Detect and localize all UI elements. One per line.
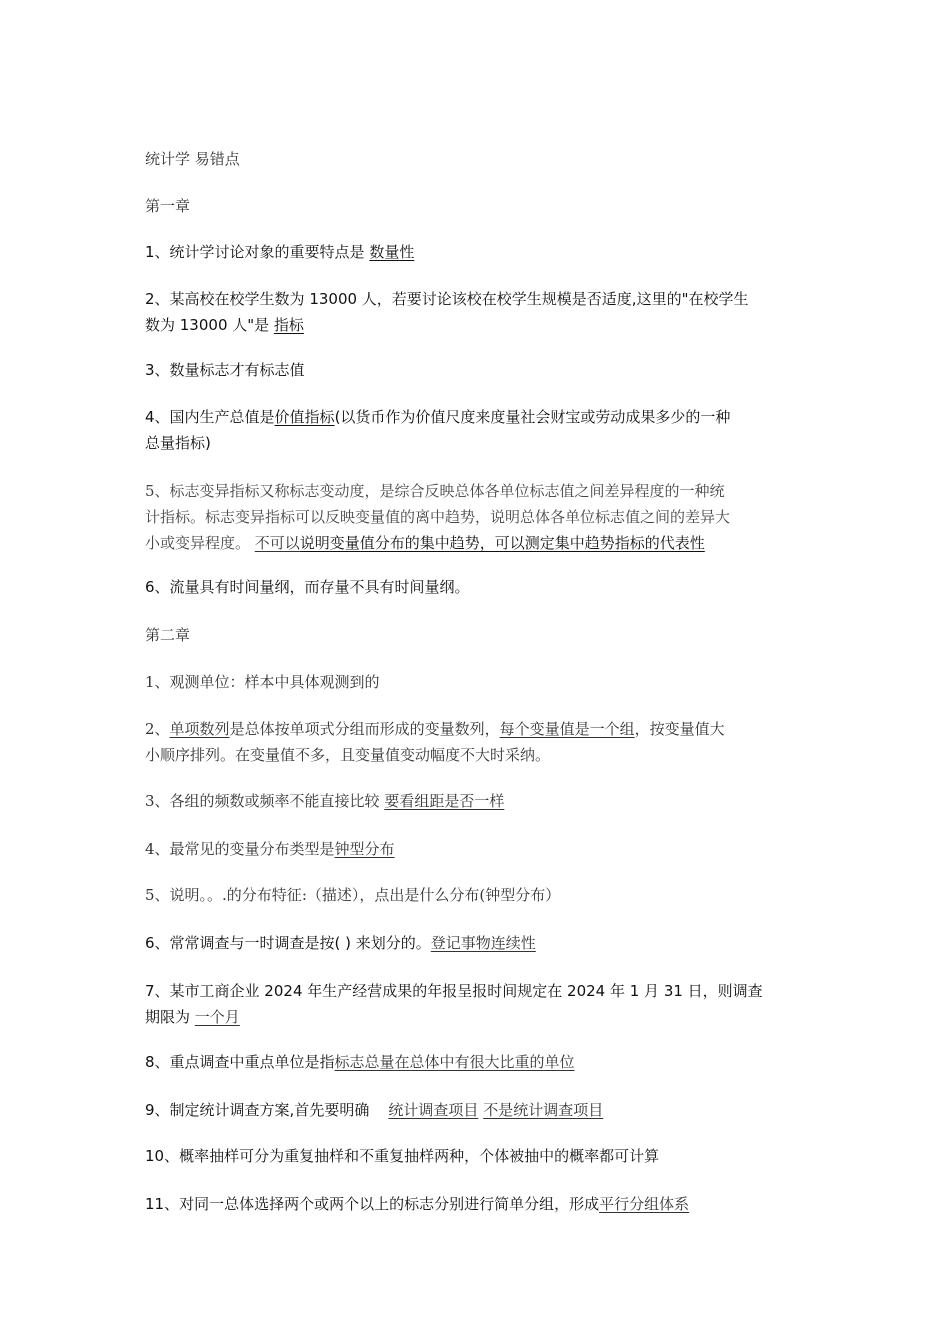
ch1-item-1: 1、统计学讨论对象的重要特点是 数量性 <box>145 243 415 261</box>
ch2-item-2: 2、单项数列是总体按单项式分组而形成的变量数列，每个变量值是一个组，按变量值大 小顺序排列。在变量值不多，且变量值变动幅度不大时采纳。 <box>145 720 725 764</box>
chapter1-heading: 第一章 <box>145 197 191 215</box>
answer: 一个月 <box>194 1008 240 1026</box>
ch2-item-6: 6、常常调查与一时调查是按( ) 来划分的。登记事物连续性 <box>145 934 536 952</box>
document-title: 统计学 易错点 <box>145 150 240 168</box>
ch2-item-4: 4、最常见的变量分布类型是钟型分布 <box>145 840 395 858</box>
ch2-item-3: 3、各组的频数或频率不能直接比较 要看组距是否一样 <box>145 792 505 810</box>
answer: 价值指标 <box>274 408 335 426</box>
ch2-item-5: 5、说明。。.的分布特征:（描述），点出是什么分布(钟型分布） <box>145 886 561 904</box>
answer: 不可以 <box>254 534 300 552</box>
answer: 要看组距是否一样 <box>384 792 505 810</box>
answer: 钟型分布 <box>334 840 395 858</box>
answer: 指标 <box>273 316 304 334</box>
ch1-item-6: 6、流量具有时间量纲，而存量不具有时间量纲。 <box>145 578 470 596</box>
ch2-item-8: 8、重点调查中重点单位是指标志总量在总体中有很大比重的单位 <box>145 1053 575 1071</box>
answer: 每个变量值是一个组 <box>499 720 635 738</box>
ch1-item-5: 5、标志变异指标又称标志变动度，是综合反映总体各单位标志值之间差异程度的一种统 计指标。标志变异指标可以反映变量值的离中趋势，说明总体各单位标志值之间的差异大 小或变异程度。 不可以说明变量值分布的集中趋势，可以测定集中趋势指标的代表性 <box>145 482 731 552</box>
answer: 单项数列 <box>169 720 230 738</box>
answer: 平行分组体系 <box>599 1195 690 1213</box>
answer: 登记事物连续性 <box>430 934 536 952</box>
ch2-item-11: 11、对同一总体选择两个或两个以上的标志分别进行简单分组，形成平行分组体系 <box>145 1195 690 1213</box>
answer: 不是统计调查项目 <box>483 1101 604 1119</box>
answer: 说明变量值分布的集中趋势，可以测定集中趋势指标的代表性 <box>299 534 705 552</box>
answer: 标志总量在总体中有很大比重的单位 <box>334 1053 575 1071</box>
ch1-item-3: 3、数量标志才有标志值 <box>145 361 305 379</box>
ch1-item-4: 4、国内生产总值是价值指标(以货币作为价值尺度来度量社会财宝或劳动成果多少的一种 总量指标) <box>145 408 731 452</box>
ch2-item-1: 1、观测单位：样本中具体观测到的 <box>145 673 380 691</box>
answer: 数量性 <box>369 243 415 261</box>
chapter2-heading: 第二章 <box>145 626 191 644</box>
ch2-item-7: 7、某市工商企业 2024 年生产经营成果的年报呈报时间规定在 2024 年 1 月 31 日，则调查 期限为 一个月 <box>145 982 763 1026</box>
ch2-item-9: 9、制定统计调查方案,首先要明确 统计调查项目 不是统计调查项目 <box>145 1101 604 1119</box>
ch1-item-2: 2、某高校在校学生数为 13000 人，若要讨论该校在校学生规模是否适度,这里的"在校学生 数为 13000 人"是 指标 <box>145 290 749 334</box>
answer: 统计调查项目 <box>388 1101 479 1119</box>
ch2-item-10: 10、概率抽样可分为重复抽样和不重复抽样两种，个体被抽中的概率都可计算 <box>145 1147 660 1165</box>
